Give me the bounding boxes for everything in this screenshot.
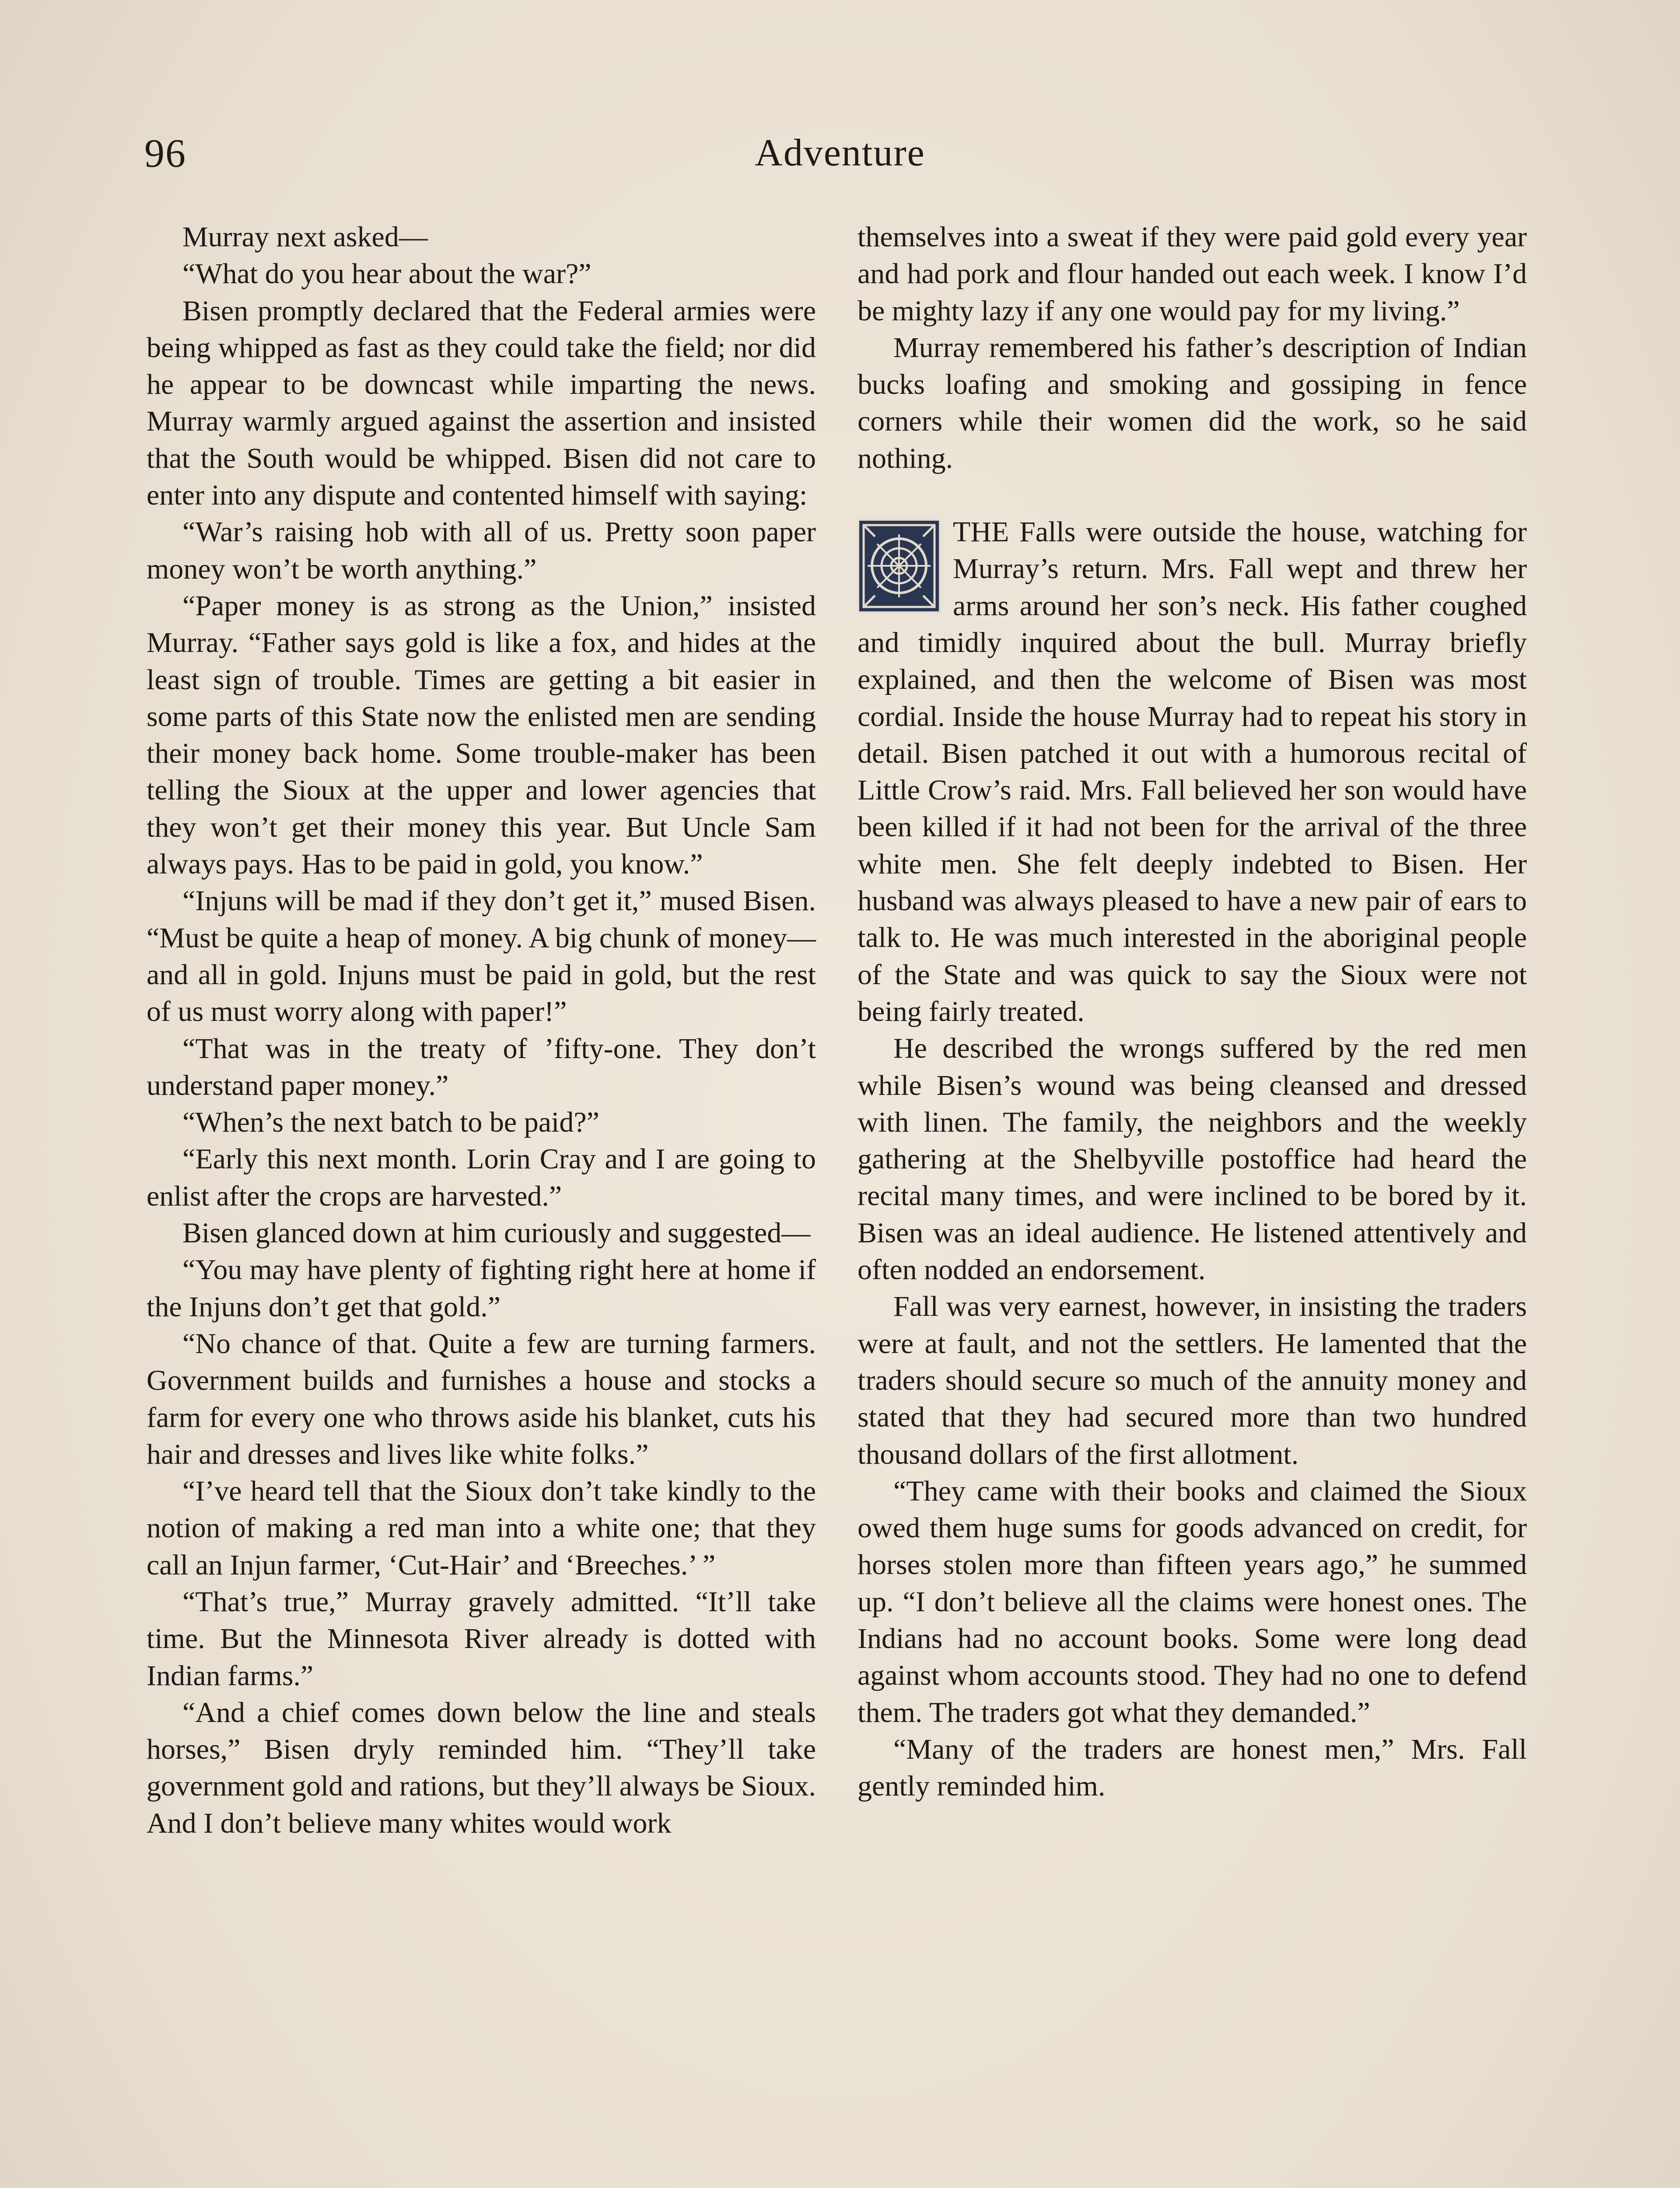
paragraph: “What do you hear about the war?” bbox=[182, 258, 592, 290]
paragraph: “That’s true,” Murray gravely admitted. “It’ll take time. But the Minnesota River already is dotted with Indian farms.” bbox=[147, 1585, 816, 1692]
paragraph: Bisen glanced down at him curiously and suggested— bbox=[182, 1217, 811, 1249]
paragraph: Fall was very earnest, however, in insisting the traders were at fault, and not the settlers. He lamented that the traders should secure so much of the annuity money and stated that they had secured more than two hundred thousand dollars of the first allotment. bbox=[858, 1290, 1527, 1470]
section-opening-text: THE Falls were outside the house, watching for Murray’s return. Mrs. Fall wept and threw her arms around her son’s neck. His father coughed and timidly inquired about the bull. Murray briefly explained, and then the welcome of Bisen was most cordial. Inside the house Murray had to repeat his story in detail. Bisen patched it out with a humorous recital of Little Crow’s raid. Mrs. Fall believed her son would have been killed if it had not been for the arrival of the three white men. She felt deeply indebted to Bisen. Her husband was always pleased to have a new pair of ears to talk to. He was much interested in the aboriginal people of the State and was quick to say the Sioux were not being fairly treated. bbox=[858, 516, 1527, 1027]
paragraph: “Early this next month. Lorin Cray and I are going to enlist after the crops are harvested.” bbox=[147, 1143, 816, 1212]
paragraph: “They came with their books and claimed the Sioux owed them huge sums for goods advanced on credit, for horses stolen more than fifteen years ago,” he summed up. “I don’t believe all the claims were honest ones. The Indians had no account books. Some were long dead against whom accounts stood. They had no one to defend them. The traders got what they demanded.” bbox=[858, 1475, 1527, 1729]
ornamental-drop-cap-icon bbox=[858, 519, 941, 613]
paragraph: “And a chief comes down below the line and steals horses,” Bisen dryly reminded him. “They’ll take government gold and rations, but they’ll always be Sioux. And I don’t believe many whites would work bbox=[147, 1696, 816, 1839]
page-header bbox=[144, 127, 1536, 184]
paragraph: He described the wrongs suffered by the red men while Bisen’s wound was being cleansed and dressed with linen. The family, the neighbors and the weekly gathering at the Shelbyville postoffice had heard the recital many times, and were inclined to be bored by it. Bisen was an ideal audience. He listened attentively and often nodded an endorsement. bbox=[858, 1032, 1527, 1286]
paragraph: “When’s the next batch to be paid?” bbox=[182, 1106, 599, 1139]
left-column bbox=[147, 219, 816, 1842]
paragraph: “War’s raising hob with all of us. Pretty soon paper money won’t be worth anything.” bbox=[147, 516, 816, 585]
paragraph: “Many of the traders are honest men,” Mrs. Fall gently reminded him. bbox=[858, 1733, 1527, 1802]
paragraph: “Injuns will be mad if they don’t get it,” mused Bisen. “Must be quite a heap of money. A big chunk of money—and all in gold. Injuns must be paid in gold, but the rest of us must worry along with paper!” bbox=[147, 885, 816, 1028]
page-number: 96 bbox=[144, 131, 186, 175]
paragraph: Murray remembered his father’s description of Indian bucks loafing and smoking and gossiping in fence corners while their women did the work, so he said nothing. bbox=[858, 331, 1527, 474]
paragraph: Murray next asked— bbox=[182, 221, 428, 253]
paragraph: “No chance of that. Quite a few are turning farmers. Government builds and furnishes a house and stocks a farm for every one who throws aside his blanket, cuts his hair and dresses and lives like white folks.” bbox=[147, 1327, 816, 1470]
paragraph: “Paper money is as strong as the Union,” insisted Murray. “Father says gold is like a fox, and hides at the least sign of trouble. Times are getting a bit easier in some parts of this State now the enlisted men are sending their money back home. Some trouble-maker has been telling the Sioux at the upper and lower agencies that they won’t get their money this year. But Uncle Sam always pays. Has to be paid in gold, you know.” bbox=[147, 589, 816, 880]
section-opening-paragraph bbox=[858, 514, 1527, 1030]
paragraph: Bisen promptly declared that the Federal armies were being whipped as fast as they could take the field; nor did he appear to be downcast while imparting the news. Murray warmly argued against the assertion and insisted that the South would be whipped. Bisen did not care to enter into any dispute and contented himself with saying: bbox=[147, 295, 816, 512]
right-column bbox=[858, 219, 1527, 1805]
paragraph: “You may have plenty of fighting right here at home if the Injuns don’t get that gold.” bbox=[147, 1254, 816, 1323]
continued-paragraph: themselves into a sweat if they were paid gold every year and had pork and flour handed out each week. I know I’d be mighty lazy if any one would pay for my living.” bbox=[858, 221, 1527, 327]
paragraph: “I’ve heard tell that the Sioux don’t take kindly to the notion of making a red man into a white one; that they call an Injun farmer, ‘Cut-Hair’ and ‘Breeches.’ ” bbox=[147, 1475, 816, 1581]
paragraph: “That was in the treaty of ’fifty-one. They don’t understand paper money.” bbox=[147, 1032, 816, 1101]
running-title: Adventure bbox=[755, 132, 925, 174]
